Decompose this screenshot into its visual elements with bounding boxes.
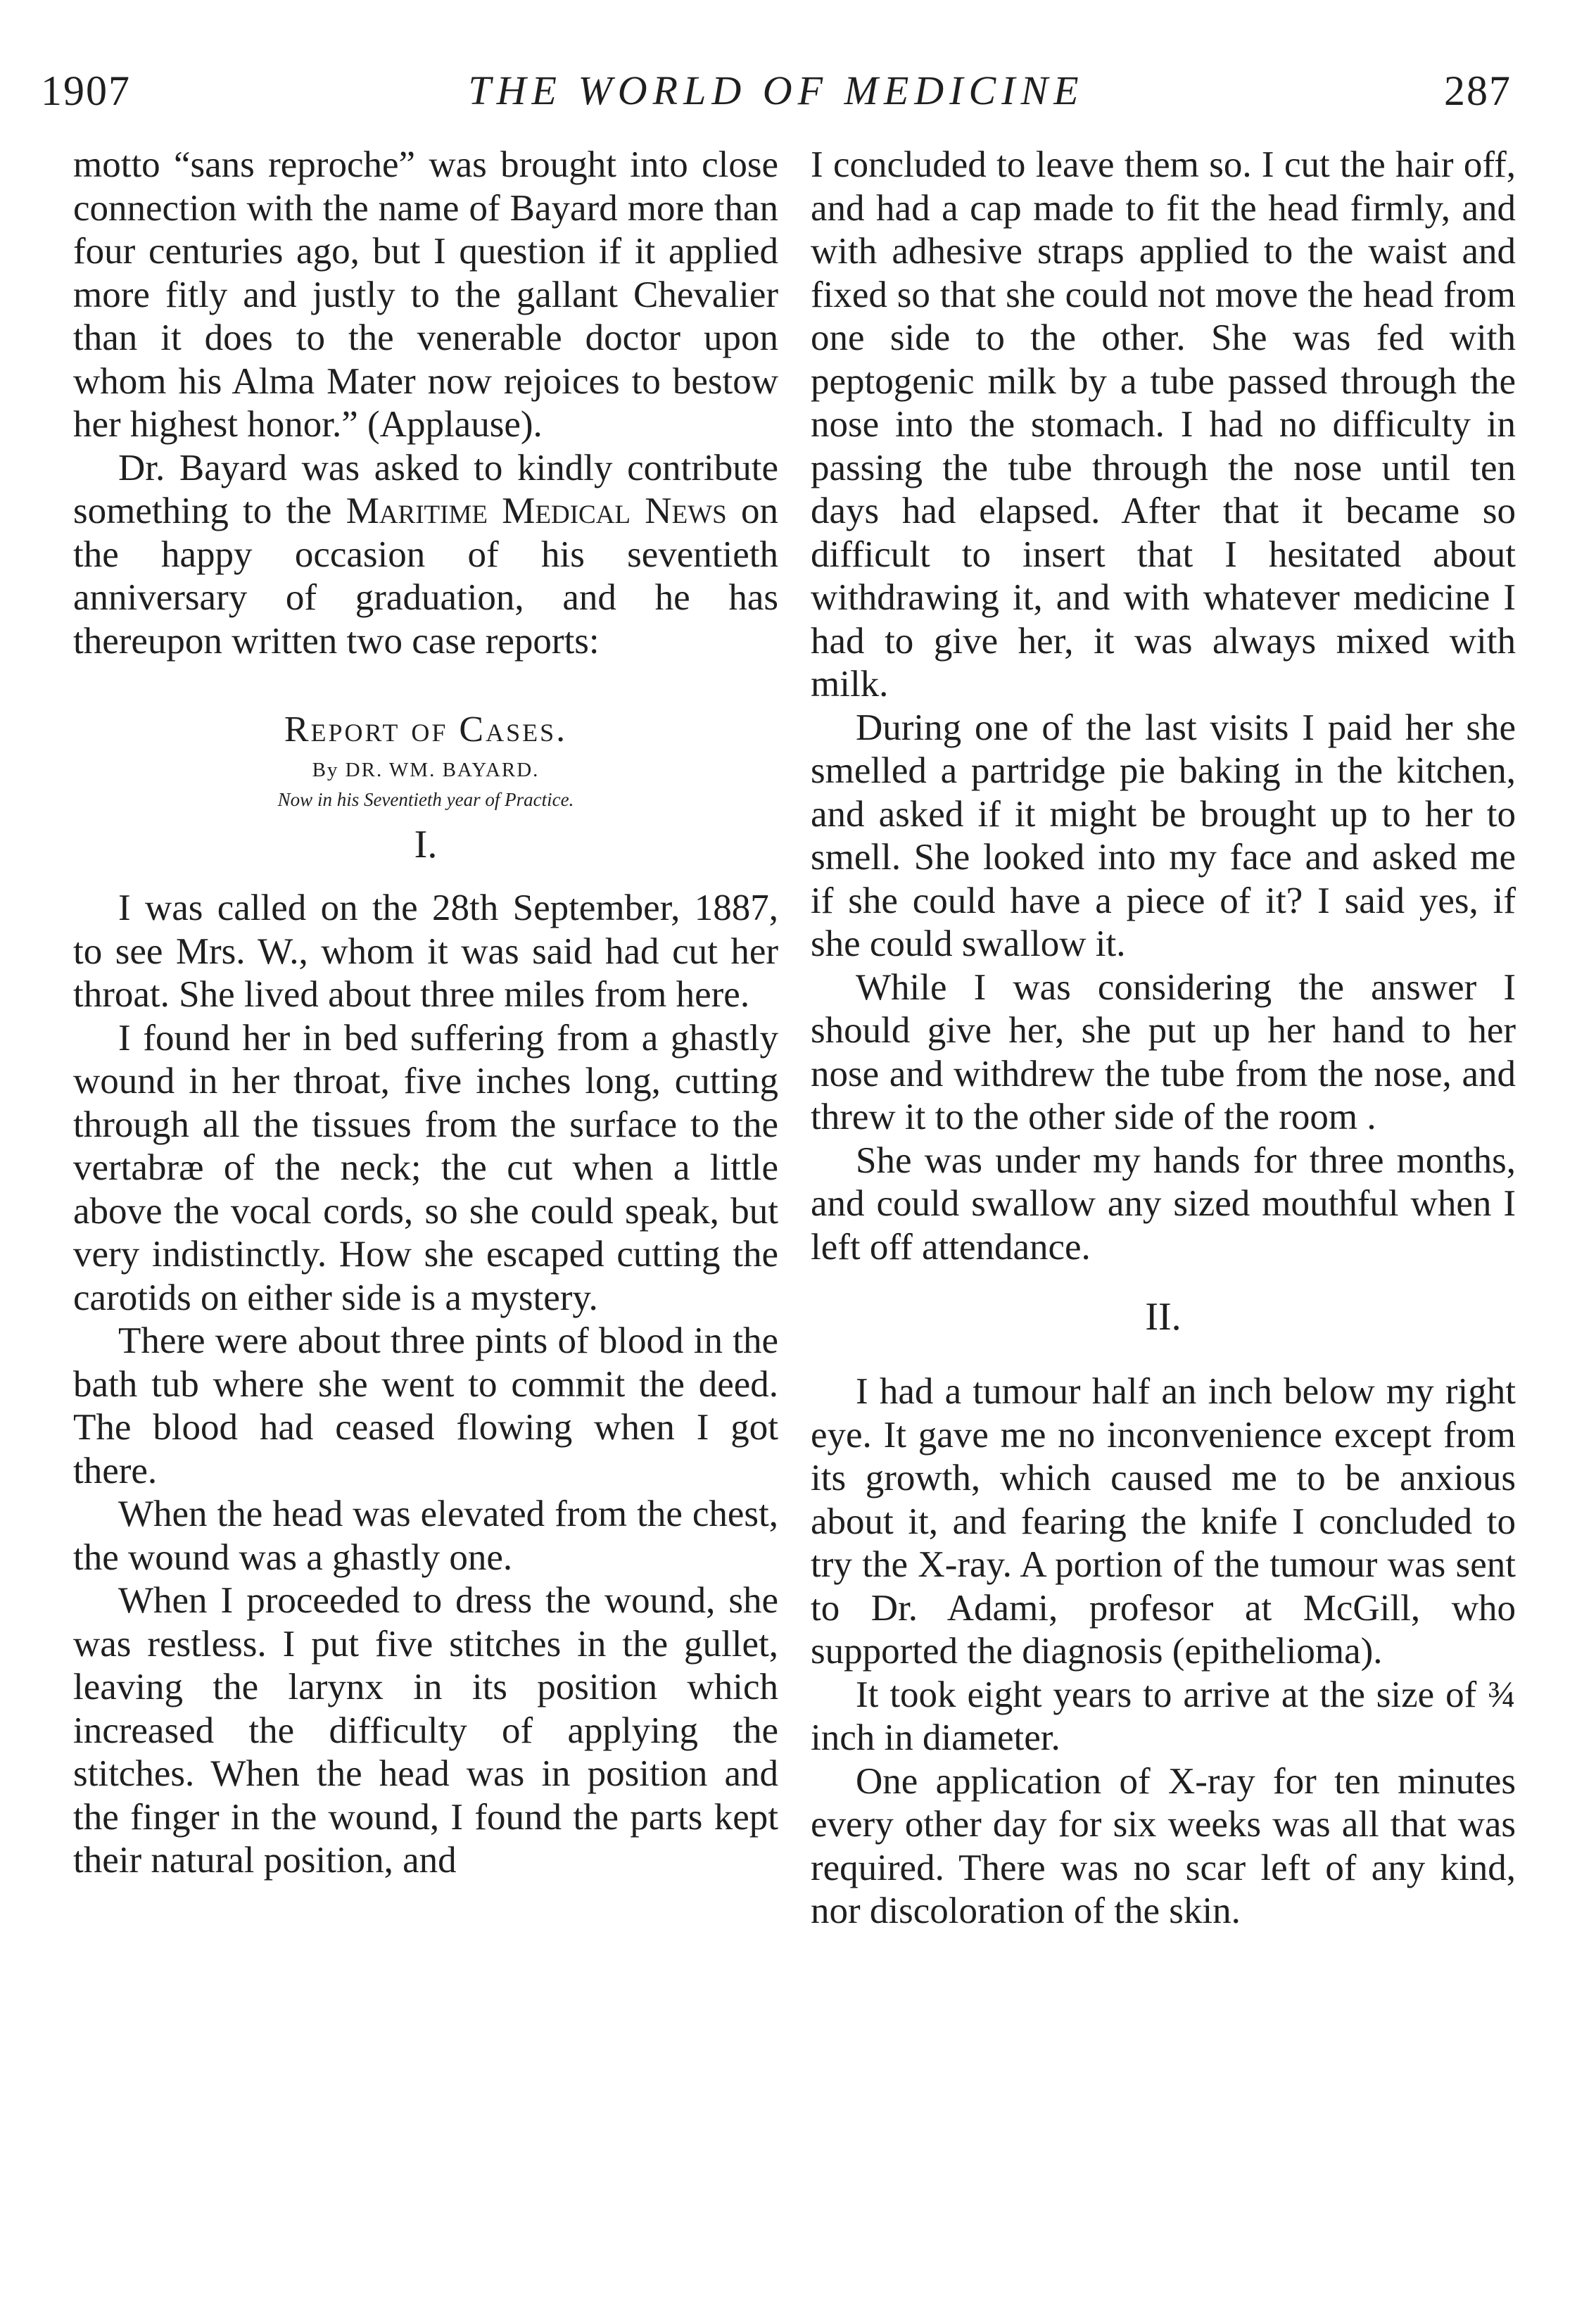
left-column [73, 144, 778, 1883]
paragraph-case-one-stitches: When I proceeded to dress the wound, she was restless. I put five stitches in the gullet, leaving the larynx in its position which increased the difficulty of applying the stitches. When the head was in position and the finger in the wound, I found the parts kept their natural position, and [73, 1580, 778, 1881]
page-number: 287 [1444, 68, 1512, 114]
paragraph-case-one-blood: There were about three pints of blood in the bath tub where she went to commit the deed. The blood had ceased flowing when I got there. [73, 1320, 778, 1491]
running-head [41, 59, 1512, 122]
report-title: Report of Cases. [284, 709, 568, 750]
right-column [811, 144, 1516, 1933]
journal-name: Maritime Medical News [346, 491, 727, 531]
paragraph-case-two-xray: One application of X-ray for ten minutes every other day for six weeks was all that was required. There was no scar left of any kind, nor discoloration of the skin. [811, 1760, 1516, 1931]
paragraph-case-one-head: When the head was elevated from the chest, the wound was a ghastly one. [73, 1494, 778, 1578]
case-numeral-two: II. [1145, 1295, 1182, 1339]
paragraph-case-two-tumour: I had a tumour half an inch below my right eye. It gave me no inconvenience except from its growth, which caused me to be anxious about it, and fearing the knife I concluded to try the X-ray. A portion of the tumour was sent to Dr. Adami, profesor at McGill, who supported the diagnosis (epithelioma). [811, 1371, 1516, 1672]
paragraph-case-two-growth: It took eight years to arrive at the size of ¾ inch in diameter. [811, 1674, 1516, 1758]
paragraph-continued-motto: motto “sans reproche” was brought into close connection with the name of Bayard more than four centuries ago, but I question if it applied more fitly and justly to the gallant Chevalier than it does to the venerable doctor upon whom his Alma Mater now rejoices to bestow her highest honor.” (Applause). [73, 144, 778, 445]
running-head-title: THE WORLD OF MEDICINE [468, 68, 1084, 113]
invitation-text-end: on the happy occasion of his seventieth anniversary of graduation, and he has thereupon written two case reports: [73, 491, 778, 662]
case-numeral-one: I. [414, 823, 438, 866]
paragraph-case-one-wound: I found her in bed suffering from a ghastly wound in her throat, five inches long, cutting through all the tissues from the surface to the vertabræ of the neck; the cut when a little above the vocal cords, so she could speak, but very indistinctly. How she escaped cutting the carotids on either side is a mystery. [73, 1017, 778, 1318]
paragraph-case-one-call: I was called on the 28th September, 1887, to see Mrs. W., whom it was said had cut her throat. She lived about three miles from here. [73, 888, 778, 1015]
paragraph-bayard-invitation [73, 447, 778, 664]
paragraph-case-one-tube: While I was considering the answer I should give her, she put up her hand to her nose and withdrew the tube from the nose, and threw it to the other side of the room . [811, 966, 1516, 1137]
paragraph-case-one-outcome: She was under my hands for three months, and could swallow any sized mouthful when I left off attendance. [811, 1139, 1516, 1268]
paragraph-case-one-partridge: During one of the last visits I paid her she smelled a partridge pie baking in the kitchen, and asked if it might be brought up to her to smell. She looked into my face and asked me if she could have a piece of it? I said yes, if she could swallow it. [811, 707, 1516, 964]
report-author: By DR. WM. BAYARD. [312, 759, 540, 781]
invitation-text-start: Dr. Bayard was asked to kindly contribute something to the [73, 447, 778, 531]
running-head-year: 1907 [41, 68, 131, 114]
report-heading [73, 705, 778, 814]
paragraph-case-one-treatment: I concluded to leave them so. I cut the hair off, and had a cap made to fit the head firmly, and with adhesive straps applied to the waist and fixed so that she could not move the head from one side to the other. She was fed with peptogenic milk by a tube passed through the nose into the stomach. I had no difficulty in passing the tube through the nose until ten days had elapsed. After that it became so difficult to insert that I hesitated about withdrawing it, and with whatever medicine I had to give her, it was always mixed with milk. [811, 144, 1516, 705]
report-note: Now in his Seventieth year of Practice. [277, 789, 574, 810]
